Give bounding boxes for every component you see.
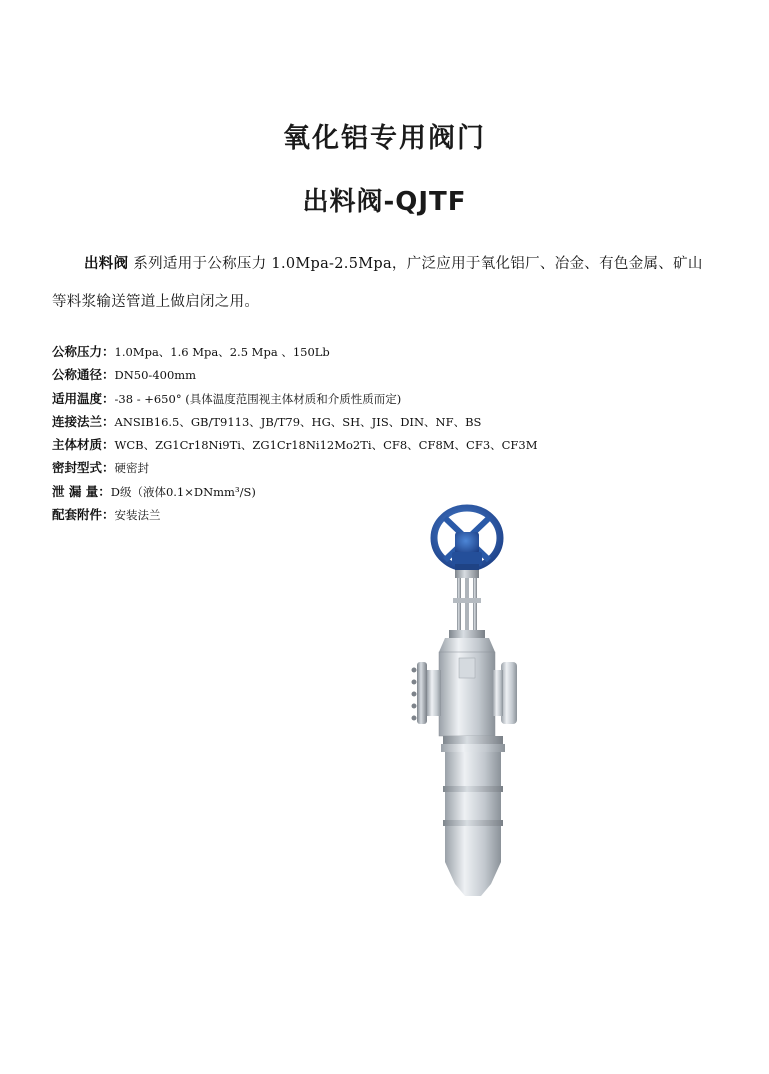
spec-row-leakage <box>52 480 538 503</box>
spec-label: 泄 漏 量： <box>52 483 111 499</box>
product-subtitle: 出料阀-QJTF <box>302 187 467 217</box>
spec-value: 安装法兰 <box>114 508 161 523</box>
spec-label: 密封型式： <box>52 460 115 476</box>
spec-value: DN50-400mm <box>114 368 197 383</box>
spec-row-material <box>52 433 538 456</box>
spec-value: -38 - +650° (具体温度范围视主体材质和介质性质而定) <box>114 391 402 406</box>
spec-label: 公称压力： <box>52 344 115 359</box>
spec-label: 适用温度： <box>52 390 115 406</box>
spec-row-pressure <box>52 340 538 363</box>
spec-label: 连接法兰： <box>52 413 115 429</box>
intro-text: 系列适用于公称压力 1.0Mpa-2.5Mpa，广泛应用于氧化铝厂、冶金、有色金属、矿山等料浆输送管道上做启闭之用。 <box>52 256 703 310</box>
spec-label: 公称通径： <box>52 367 115 383</box>
spec-value: ANSIB16.5、GB/T9113、JB/T79、HG、SH、JIS、DIN、NF、BS <box>114 414 482 429</box>
gate-valve-illustration <box>405 502 535 898</box>
spec-value: WCB、ZG1Cr18Ni9Ti、ZG1Cr18Ni12Mo2Ti、CF8、CF8M、CF3、CF3M <box>114 438 538 453</box>
spec-value: 1.0Mpa、1.6 Mpa、2.5 Mpa 、150Lb <box>114 345 330 359</box>
page-title: 氧化铝专用阀门 <box>283 123 486 154</box>
spec-value: 硬密封 <box>114 461 150 476</box>
spec-row-seal <box>52 456 538 479</box>
spec-row-diameter <box>52 363 538 386</box>
handwheel-icon <box>434 508 500 570</box>
spec-list <box>52 340 538 526</box>
intro-paragraph <box>52 245 712 321</box>
spec-label: 配套附件： <box>52 507 115 523</box>
spec-row-flange <box>52 410 538 433</box>
intro-lead: 出料阀 <box>84 255 129 272</box>
spec-row-temperature <box>52 387 538 410</box>
spec-value: D级（液体0.1×DNmm³/S) <box>110 484 256 499</box>
spec-label: 主体材质： <box>52 437 115 453</box>
